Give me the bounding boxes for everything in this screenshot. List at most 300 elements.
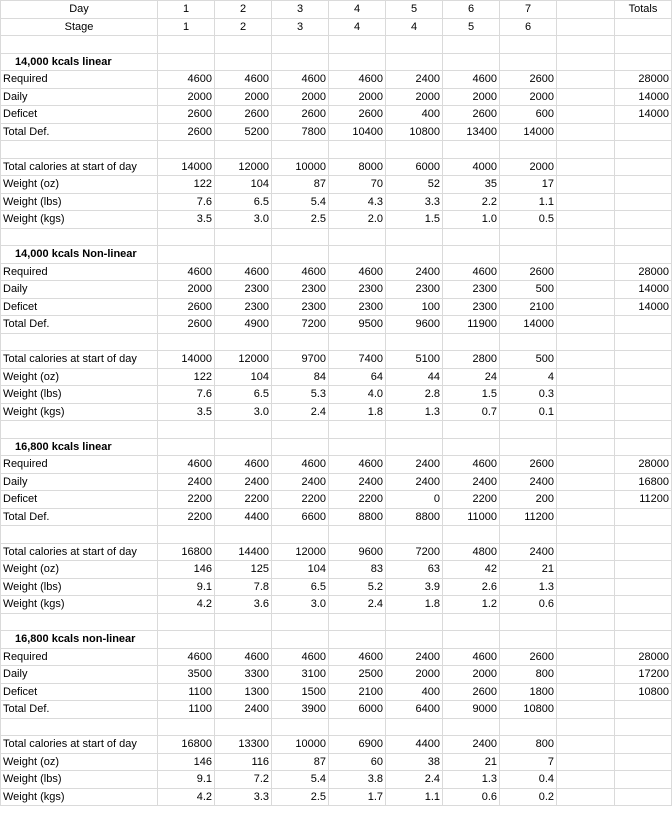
empty-cell[interactable] [500,526,557,544]
value-cell[interactable]: 9.1 [158,578,215,596]
value-cell[interactable]: 3.9 [386,578,443,596]
totals-label[interactable]: Totals [615,1,672,19]
empty-cell[interactable] [615,53,672,71]
empty-cell[interactable] [615,718,672,736]
value-cell[interactable]: 6000 [386,158,443,176]
empty-cell[interactable] [615,18,672,36]
empty-cell[interactable] [615,596,672,614]
value-cell[interactable]: 8800 [329,508,386,526]
value-cell[interactable]: 0.1 [500,403,557,421]
value-cell[interactable]: 104 [215,368,272,386]
value-cell[interactable]: 13400 [443,123,500,141]
empty-cell[interactable] [272,53,329,71]
empty-cell[interactable] [272,246,329,264]
empty-cell[interactable] [215,246,272,264]
value-cell[interactable]: 12000 [272,543,329,561]
value-cell[interactable]: 10400 [329,123,386,141]
empty-cell[interactable] [443,613,500,631]
value-cell[interactable]: 1100 [158,683,215,701]
value-cell[interactable]: 2300 [215,298,272,316]
empty-cell[interactable] [557,491,615,509]
value-cell[interactable]: 1800 [500,683,557,701]
empty-cell[interactable] [557,71,615,89]
value-cell[interactable]: 2.0 [329,211,386,229]
empty-cell[interactable] [1,36,158,54]
value-cell[interactable]: 2400 [386,263,443,281]
empty-cell[interactable] [615,421,672,439]
value-cell[interactable]: 200 [500,491,557,509]
value-cell[interactable]: 2000 [443,88,500,106]
value-cell[interactable]: 100 [386,298,443,316]
empty-cell[interactable] [443,53,500,71]
empty-cell[interactable] [158,141,215,159]
stage-cell[interactable]: 3 [272,18,329,36]
value-cell[interactable]: 0.3 [500,386,557,404]
empty-cell[interactable] [329,141,386,159]
empty-cell[interactable] [557,788,615,806]
empty-cell[interactable] [557,193,615,211]
value-cell[interactable]: 5.2 [329,578,386,596]
empty-cell[interactable] [557,36,615,54]
row-label[interactable]: Deficet [1,298,158,316]
empty-cell[interactable] [557,1,615,19]
value-cell[interactable]: 2400 [158,473,215,491]
section-title[interactable]: 14,000 kcals Non-linear [1,246,158,264]
value-cell[interactable]: 64 [329,368,386,386]
value-cell[interactable]: 0.7 [443,403,500,421]
value-cell[interactable]: 104 [215,176,272,194]
total-cell[interactable] [615,123,672,141]
value-cell[interactable]: 2000 [386,666,443,684]
value-cell[interactable]: 38 [386,753,443,771]
value-cell[interactable]: 2.8 [386,386,443,404]
value-cell[interactable]: 9600 [386,316,443,334]
value-cell[interactable]: 4600 [443,456,500,474]
value-cell[interactable]: 10800 [500,701,557,719]
value-cell[interactable]: 35 [443,176,500,194]
value-cell[interactable]: 2000 [329,88,386,106]
row-label[interactable]: Weight (oz) [1,368,158,386]
empty-cell[interactable] [215,613,272,631]
empty-cell[interactable] [557,543,615,561]
total-cell[interactable]: 14000 [615,298,672,316]
value-cell[interactable]: 3300 [215,666,272,684]
value-cell[interactable]: 2200 [272,491,329,509]
empty-cell[interactable] [615,211,672,229]
row-label[interactable]: Weight (lbs) [1,578,158,596]
value-cell[interactable]: 4.0 [329,386,386,404]
day-cell[interactable]: 2 [215,1,272,19]
row-label[interactable]: Weight (kgs) [1,403,158,421]
value-cell[interactable]: 10000 [272,158,329,176]
value-cell[interactable]: 6900 [329,736,386,754]
empty-cell[interactable] [557,106,615,124]
empty-cell[interactable] [557,438,615,456]
empty-cell[interactable] [443,421,500,439]
value-cell[interactable]: 1.8 [329,403,386,421]
value-cell[interactable]: 4600 [329,71,386,89]
value-cell[interactable]: 11000 [443,508,500,526]
empty-cell[interactable] [443,36,500,54]
day-cell[interactable]: 6 [443,1,500,19]
value-cell[interactable]: 11200 [500,508,557,526]
empty-cell[interactable] [386,421,443,439]
empty-cell[interactable] [615,176,672,194]
value-cell[interactable]: 7.8 [215,578,272,596]
value-cell[interactable]: 122 [158,368,215,386]
value-cell[interactable]: 4600 [329,263,386,281]
value-cell[interactable]: 2.5 [272,788,329,806]
row-label[interactable]: Daily [1,88,158,106]
empty-cell[interactable] [557,88,615,106]
empty-cell[interactable] [158,421,215,439]
value-cell[interactable]: 800 [500,666,557,684]
empty-cell[interactable] [557,403,615,421]
empty-cell[interactable] [557,18,615,36]
empty-cell[interactable] [329,526,386,544]
empty-cell[interactable] [500,246,557,264]
empty-cell[interactable] [615,246,672,264]
value-cell[interactable]: 2400 [215,473,272,491]
value-cell[interactable]: 3.5 [158,403,215,421]
value-cell[interactable]: 146 [158,753,215,771]
empty-cell[interactable] [272,526,329,544]
empty-cell[interactable] [557,333,615,351]
empty-cell[interactable] [215,718,272,736]
value-cell[interactable]: 2600 [215,106,272,124]
value-cell[interactable]: 10000 [272,736,329,754]
value-cell[interactable]: 3.6 [215,596,272,614]
empty-cell[interactable] [500,631,557,649]
value-cell[interactable]: 2300 [443,281,500,299]
empty-cell[interactable] [615,771,672,789]
empty-cell[interactable] [557,596,615,614]
value-cell[interactable]: 2400 [272,473,329,491]
empty-cell[interactable] [500,141,557,159]
empty-cell[interactable] [1,228,158,246]
empty-cell[interactable] [615,333,672,351]
value-cell[interactable]: 4600 [158,456,215,474]
row-label[interactable]: Weight (lbs) [1,386,158,404]
empty-cell[interactable] [557,561,615,579]
value-cell[interactable]: 6400 [386,701,443,719]
value-cell[interactable]: 8000 [329,158,386,176]
value-cell[interactable]: 42 [443,561,500,579]
empty-cell[interactable] [557,228,615,246]
total-cell[interactable] [615,508,672,526]
value-cell[interactable]: 4600 [158,648,215,666]
value-cell[interactable]: 1.5 [386,211,443,229]
value-cell[interactable]: 1.3 [386,403,443,421]
value-cell[interactable]: 2400 [443,736,500,754]
empty-cell[interactable] [386,141,443,159]
value-cell[interactable]: 3.0 [215,211,272,229]
total-cell[interactable]: 14000 [615,281,672,299]
value-cell[interactable]: 4.2 [158,788,215,806]
value-cell[interactable]: 122 [158,176,215,194]
row-label[interactable]: Deficet [1,106,158,124]
value-cell[interactable]: 60 [329,753,386,771]
value-cell[interactable]: 4600 [329,456,386,474]
value-cell[interactable]: 2400 [386,71,443,89]
empty-cell[interactable] [557,613,615,631]
row-label[interactable]: Required [1,71,158,89]
empty-cell[interactable] [1,526,158,544]
value-cell[interactable]: 16800 [158,543,215,561]
empty-cell[interactable] [615,141,672,159]
value-cell[interactable]: 14000 [500,123,557,141]
value-cell[interactable]: 2400 [386,473,443,491]
value-cell[interactable]: 1.5 [443,386,500,404]
empty-cell[interactable] [557,298,615,316]
empty-cell[interactable] [386,438,443,456]
value-cell[interactable]: 7200 [386,543,443,561]
value-cell[interactable]: 2.2 [443,193,500,211]
empty-cell[interactable] [443,228,500,246]
value-cell[interactable]: 3500 [158,666,215,684]
empty-cell[interactable] [386,228,443,246]
empty-cell[interactable] [329,246,386,264]
empty-cell[interactable] [329,438,386,456]
value-cell[interactable]: 87 [272,753,329,771]
value-cell[interactable]: 2400 [443,473,500,491]
empty-cell[interactable] [615,788,672,806]
empty-cell[interactable] [557,508,615,526]
empty-cell[interactable] [557,683,615,701]
empty-cell[interactable] [329,53,386,71]
value-cell[interactable]: 7800 [272,123,329,141]
value-cell[interactable]: 70 [329,176,386,194]
empty-cell[interactable] [557,736,615,754]
empty-cell[interactable] [329,718,386,736]
value-cell[interactable]: 21 [500,561,557,579]
empty-cell[interactable] [386,246,443,264]
value-cell[interactable]: 2000 [272,88,329,106]
row-label[interactable]: Total Def. [1,508,158,526]
value-cell[interactable]: 14400 [215,543,272,561]
value-cell[interactable]: 5.4 [272,193,329,211]
empty-cell[interactable] [329,228,386,246]
stage-cell[interactable]: 6 [500,18,557,36]
empty-cell[interactable] [615,386,672,404]
empty-cell[interactable] [272,36,329,54]
value-cell[interactable]: 2400 [500,473,557,491]
value-cell[interactable]: 1100 [158,701,215,719]
empty-cell[interactable] [272,718,329,736]
value-cell[interactable]: 4600 [272,71,329,89]
empty-cell[interactable] [158,333,215,351]
value-cell[interactable]: 14000 [158,158,215,176]
empty-cell[interactable] [443,246,500,264]
empty-cell[interactable] [329,631,386,649]
value-cell[interactable]: 2.4 [386,771,443,789]
day-cell[interactable]: 4 [329,1,386,19]
day-cell[interactable]: 7 [500,1,557,19]
empty-cell[interactable] [215,631,272,649]
empty-cell[interactable] [272,421,329,439]
empty-cell[interactable] [158,631,215,649]
value-cell[interactable]: 14000 [158,351,215,369]
value-cell[interactable]: 9700 [272,351,329,369]
total-cell[interactable]: 10800 [615,683,672,701]
empty-cell[interactable] [557,753,615,771]
empty-cell[interactable] [443,333,500,351]
total-cell[interactable]: 28000 [615,71,672,89]
value-cell[interactable]: 4.3 [329,193,386,211]
value-cell[interactable]: 2600 [500,263,557,281]
value-cell[interactable]: 1500 [272,683,329,701]
value-cell[interactable]: 146 [158,561,215,579]
value-cell[interactable]: 2600 [443,683,500,701]
empty-cell[interactable] [615,403,672,421]
value-cell[interactable]: 9000 [443,701,500,719]
value-cell[interactable]: 4 [500,368,557,386]
row-label[interactable]: Weight (lbs) [1,193,158,211]
empty-cell[interactable] [615,193,672,211]
value-cell[interactable]: 3.0 [272,596,329,614]
value-cell[interactable]: 17 [500,176,557,194]
value-cell[interactable]: 3.3 [215,788,272,806]
value-cell[interactable]: 6600 [272,508,329,526]
empty-cell[interactable] [557,316,615,334]
value-cell[interactable]: 24 [443,368,500,386]
value-cell[interactable]: 1.7 [329,788,386,806]
row-label[interactable]: Total Def. [1,123,158,141]
stage-label[interactable]: Stage [1,18,158,36]
empty-cell[interactable] [557,421,615,439]
value-cell[interactable]: 52 [386,176,443,194]
value-cell[interactable]: 1.1 [500,193,557,211]
empty-cell[interactable] [443,718,500,736]
empty-cell[interactable] [215,53,272,71]
empty-cell[interactable] [329,36,386,54]
value-cell[interactable]: 4.2 [158,596,215,614]
value-cell[interactable]: 12000 [215,158,272,176]
empty-cell[interactable] [329,613,386,631]
value-cell[interactable]: 5.4 [272,771,329,789]
row-label[interactable]: Daily [1,666,158,684]
empty-cell[interactable] [615,526,672,544]
row-label[interactable]: Total Def. [1,701,158,719]
empty-cell[interactable] [443,526,500,544]
empty-cell[interactable] [386,631,443,649]
empty-cell[interactable] [443,631,500,649]
empty-cell[interactable] [1,421,158,439]
total-cell[interactable]: 11200 [615,491,672,509]
value-cell[interactable]: 125 [215,561,272,579]
value-cell[interactable]: 7200 [272,316,329,334]
empty-cell[interactable] [158,718,215,736]
empty-cell[interactable] [557,281,615,299]
row-label[interactable]: Required [1,456,158,474]
value-cell[interactable]: 2.4 [329,596,386,614]
empty-cell[interactable] [557,386,615,404]
empty-cell[interactable] [386,36,443,54]
value-cell[interactable]: 6.5 [215,386,272,404]
value-cell[interactable]: 0.5 [500,211,557,229]
value-cell[interactable]: 4800 [443,543,500,561]
row-label[interactable]: Total calories at start of day [1,543,158,561]
empty-cell[interactable] [272,228,329,246]
value-cell[interactable]: 600 [500,106,557,124]
value-cell[interactable]: 0 [386,491,443,509]
empty-cell[interactable] [500,53,557,71]
value-cell[interactable]: 5.3 [272,386,329,404]
value-cell[interactable]: 2000 [443,666,500,684]
value-cell[interactable]: 87 [272,176,329,194]
value-cell[interactable]: 4000 [443,158,500,176]
value-cell[interactable]: 2300 [386,281,443,299]
empty-cell[interactable] [557,771,615,789]
empty-cell[interactable] [557,263,615,281]
value-cell[interactable]: 1300 [215,683,272,701]
empty-cell[interactable] [215,141,272,159]
value-cell[interactable]: 4400 [386,736,443,754]
value-cell[interactable]: 1.3 [500,578,557,596]
total-cell[interactable]: 28000 [615,263,672,281]
value-cell[interactable]: 7 [500,753,557,771]
empty-cell[interactable] [215,526,272,544]
value-cell[interactable]: 4600 [329,648,386,666]
row-label[interactable]: Weight (lbs) [1,771,158,789]
value-cell[interactable]: 2600 [158,316,215,334]
value-cell[interactable]: 4600 [443,263,500,281]
empty-cell[interactable] [1,718,158,736]
empty-cell[interactable] [615,736,672,754]
stage-cell[interactable]: 2 [215,18,272,36]
empty-cell[interactable] [615,368,672,386]
empty-cell[interactable] [557,648,615,666]
value-cell[interactable]: 2400 [386,456,443,474]
total-cell[interactable]: 14000 [615,88,672,106]
value-cell[interactable]: 4400 [215,508,272,526]
total-cell[interactable] [615,316,672,334]
value-cell[interactable]: 2300 [215,281,272,299]
value-cell[interactable]: 0.6 [500,596,557,614]
empty-cell[interactable] [500,438,557,456]
empty-cell[interactable] [158,613,215,631]
value-cell[interactable]: 9.1 [158,771,215,789]
value-cell[interactable]: 13300 [215,736,272,754]
empty-cell[interactable] [386,613,443,631]
empty-cell[interactable] [329,333,386,351]
value-cell[interactable]: 21 [443,753,500,771]
empty-cell[interactable] [272,631,329,649]
value-cell[interactable]: 3.5 [158,211,215,229]
day-cell[interactable]: 1 [158,1,215,19]
row-label[interactable]: Required [1,648,158,666]
value-cell[interactable]: 7.6 [158,193,215,211]
empty-cell[interactable] [500,718,557,736]
value-cell[interactable]: 1.1 [386,788,443,806]
value-cell[interactable]: 4600 [215,456,272,474]
value-cell[interactable]: 500 [500,351,557,369]
empty-cell[interactable] [272,613,329,631]
row-label[interactable]: Deficet [1,683,158,701]
empty-cell[interactable] [215,421,272,439]
value-cell[interactable]: 0.2 [500,788,557,806]
empty-cell[interactable] [386,333,443,351]
value-cell[interactable]: 2600 [500,456,557,474]
empty-cell[interactable] [1,333,158,351]
value-cell[interactable]: 4600 [272,263,329,281]
value-cell[interactable]: 9600 [329,543,386,561]
empty-cell[interactable] [615,613,672,631]
value-cell[interactable]: 7.2 [215,771,272,789]
value-cell[interactable]: 4600 [443,71,500,89]
empty-cell[interactable] [500,421,557,439]
value-cell[interactable]: 2300 [443,298,500,316]
